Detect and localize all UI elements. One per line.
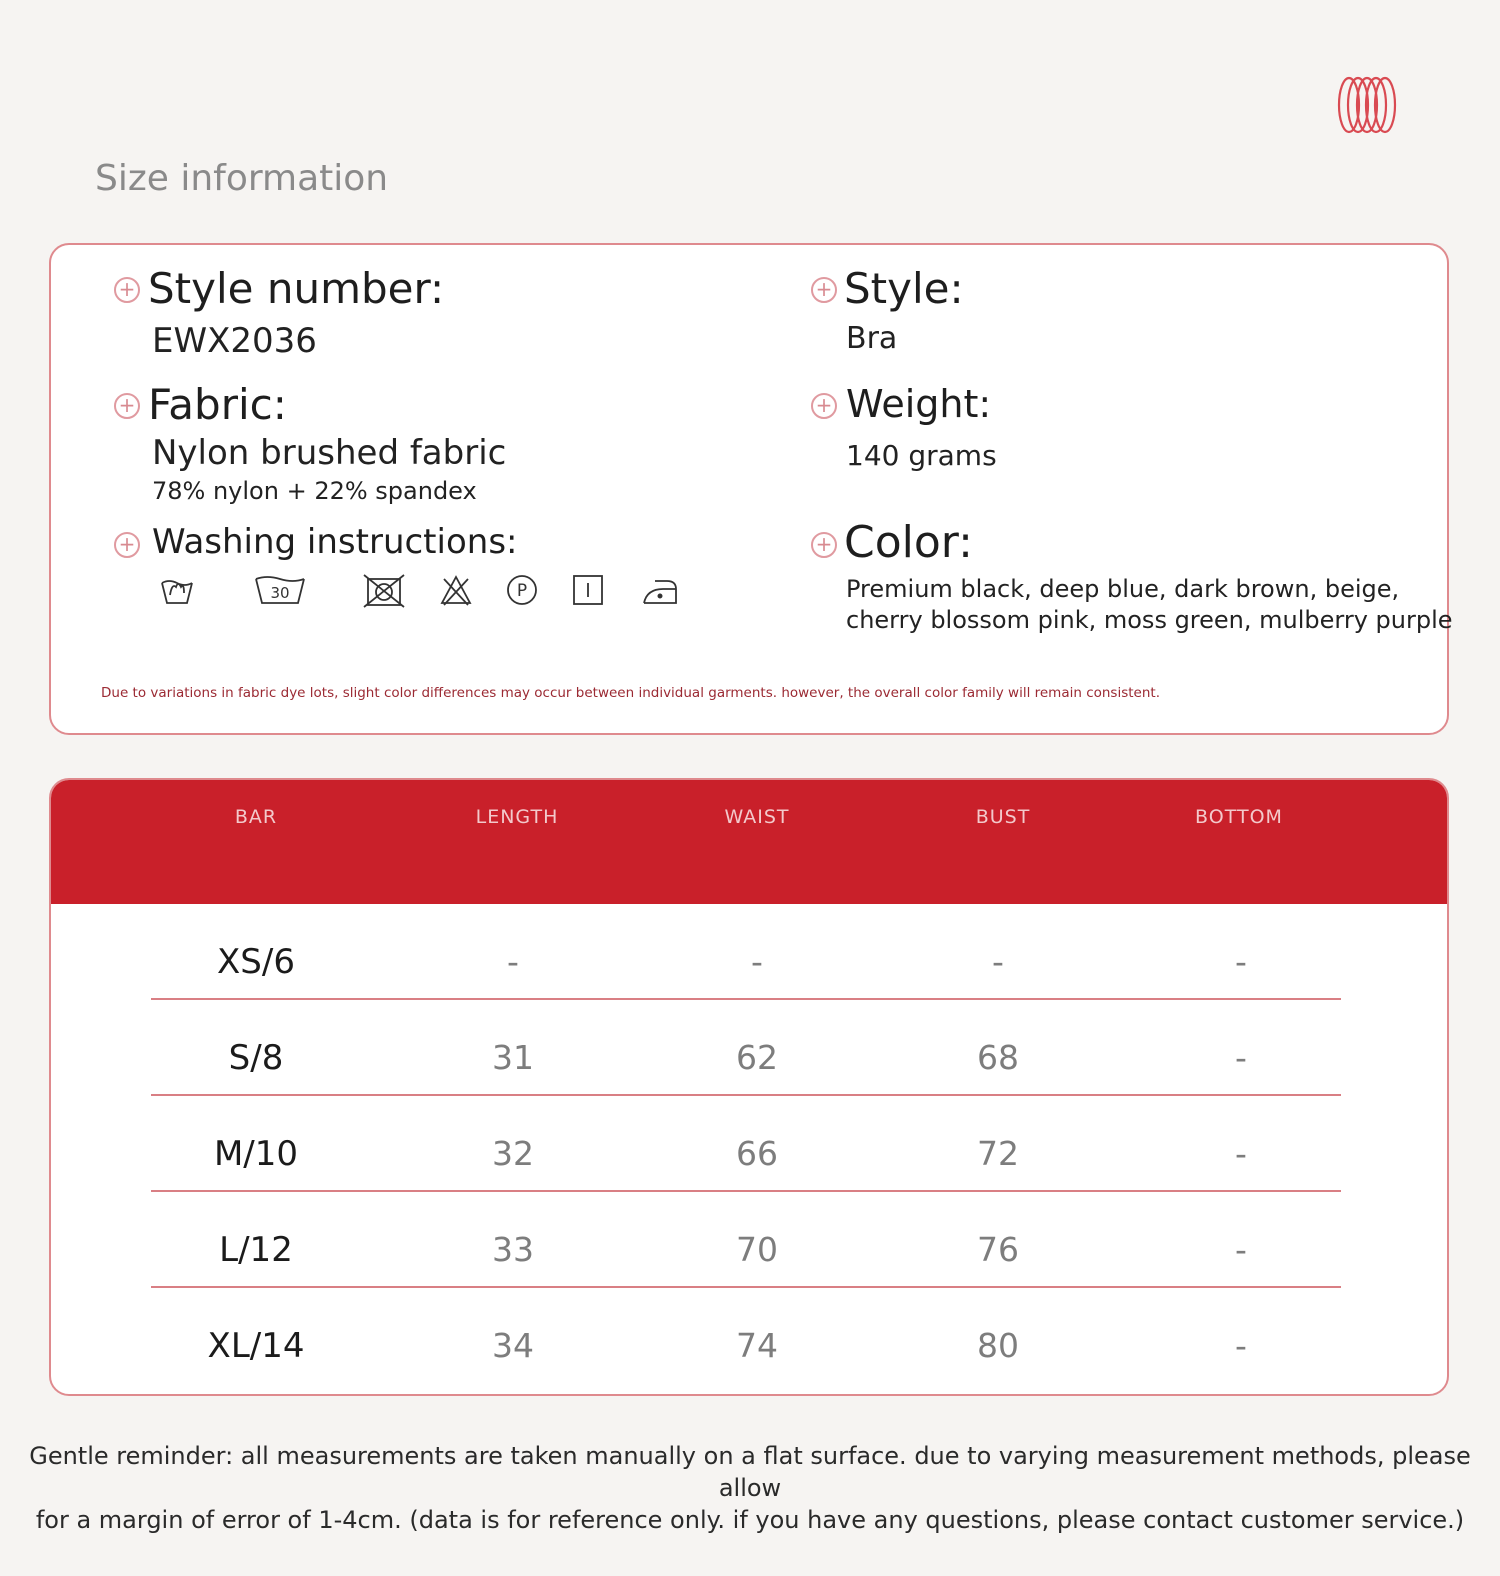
- plus-circle-icon: +: [811, 393, 837, 419]
- waist-cell: 70: [736, 1230, 778, 1269]
- table-row: [151, 1194, 1341, 1288]
- fabric-composition: 78% nylon + 22% spandex: [152, 477, 477, 505]
- dry-clean-letter: P: [516, 581, 528, 601]
- bottom-cell: -: [1235, 1326, 1247, 1365]
- bottom-cell: -: [1235, 1038, 1247, 1077]
- line-dry-icon: [571, 573, 605, 607]
- hand-wash-icon: [159, 573, 195, 607]
- size-cell: L/12: [219, 1230, 293, 1270]
- washing-instructions-label: Washing instructions:: [152, 522, 518, 562]
- bust-cell: 76: [977, 1230, 1019, 1269]
- length-cell: 34: [492, 1326, 534, 1365]
- weight-value: 140 grams: [846, 439, 997, 472]
- waist-cell: 62: [736, 1038, 778, 1077]
- measurement-reminder: [0, 1440, 1500, 1536]
- interlocking-rings-icon: [1336, 74, 1398, 136]
- bottom-cell: -: [1235, 942, 1247, 981]
- iron-low-icon: [641, 573, 679, 607]
- weight-label: Weight:: [846, 382, 992, 426]
- style-label: Style:: [844, 264, 964, 313]
- size-cell: S/8: [228, 1038, 284, 1078]
- washing-icons-row: [151, 573, 711, 613]
- style-number-value: EWX2036: [152, 321, 317, 361]
- dry-clean-p-icon: [505, 573, 539, 607]
- bust-cell: 72: [977, 1134, 1019, 1173]
- table-row: [151, 1002, 1341, 1096]
- do-not-tumble-dry-icon: [361, 573, 407, 609]
- column-header-bottom: BOTTOM: [1195, 806, 1283, 828]
- plus-circle-icon: +: [114, 532, 140, 558]
- plus-circle-icon: +: [114, 393, 140, 419]
- length-cell: 33: [492, 1230, 534, 1269]
- style-number-label: Style number:: [148, 264, 445, 313]
- style-value: Bra: [846, 321, 898, 356]
- color-label: Color:: [844, 517, 973, 568]
- waist-cell: 66: [736, 1134, 778, 1173]
- column-header-bust: BUST: [975, 806, 1031, 828]
- reminder-line-2: for a margin of error of 1-4cm. (data is for reference only. if you have any questions, please contact customer service.): [35, 1506, 1465, 1534]
- do-not-bleach-icon: [439, 573, 473, 607]
- size-cell: M/10: [213, 1134, 299, 1174]
- size-table-header: [51, 780, 1447, 904]
- page-title: Size information: [95, 158, 389, 199]
- bottom-cell: -: [1235, 1134, 1247, 1173]
- length-cell: -: [507, 942, 519, 981]
- color-line-2: cherry blossom pink, moss green, mulberry purple: [846, 606, 1453, 634]
- size-cell: XL/14: [207, 1326, 305, 1366]
- plus-circle-icon: +: [114, 277, 140, 303]
- product-info-card: [49, 243, 1453, 735]
- length-cell: 31: [492, 1038, 534, 1077]
- length-cell: 32: [492, 1134, 534, 1173]
- wash-temp-text: 30: [270, 584, 290, 602]
- fabric-label: Fabric:: [148, 380, 287, 429]
- column-header-length: LENGTH: [475, 806, 559, 828]
- bottom-cell: -: [1235, 1230, 1247, 1269]
- column-header-bar: BAR: [234, 806, 278, 828]
- wash-30-icon: [253, 573, 307, 607]
- table-row: [151, 1098, 1341, 1192]
- bust-cell: 80: [977, 1326, 1019, 1365]
- plus-circle-icon: +: [811, 277, 837, 303]
- table-row: [151, 906, 1341, 1000]
- plus-circle-icon: +: [811, 532, 837, 558]
- bust-cell: 68: [977, 1038, 1019, 1077]
- size-cell: XS/6: [217, 942, 295, 982]
- color-line-1: Premium black, deep blue, dark brown, beige,: [846, 575, 1400, 603]
- color-disclaimer: Due to variations in fabric dye lots, slight color differences may occur between individual garments. however, the overall color family will remain consistent.: [101, 685, 1160, 701]
- fabric-value: Nylon brushed fabric: [152, 433, 507, 473]
- bust-cell: -: [992, 942, 1004, 981]
- size-table: [49, 778, 1449, 1396]
- column-header-waist: WAIST: [724, 806, 790, 828]
- table-row: [151, 1290, 1341, 1384]
- waist-cell: 74: [736, 1326, 778, 1365]
- reminder-line-1: Gentle reminder: all measurements are taken manually on a flat surface. due to varying measurement methods, please allow: [29, 1442, 1471, 1502]
- waist-cell: -: [751, 942, 763, 981]
